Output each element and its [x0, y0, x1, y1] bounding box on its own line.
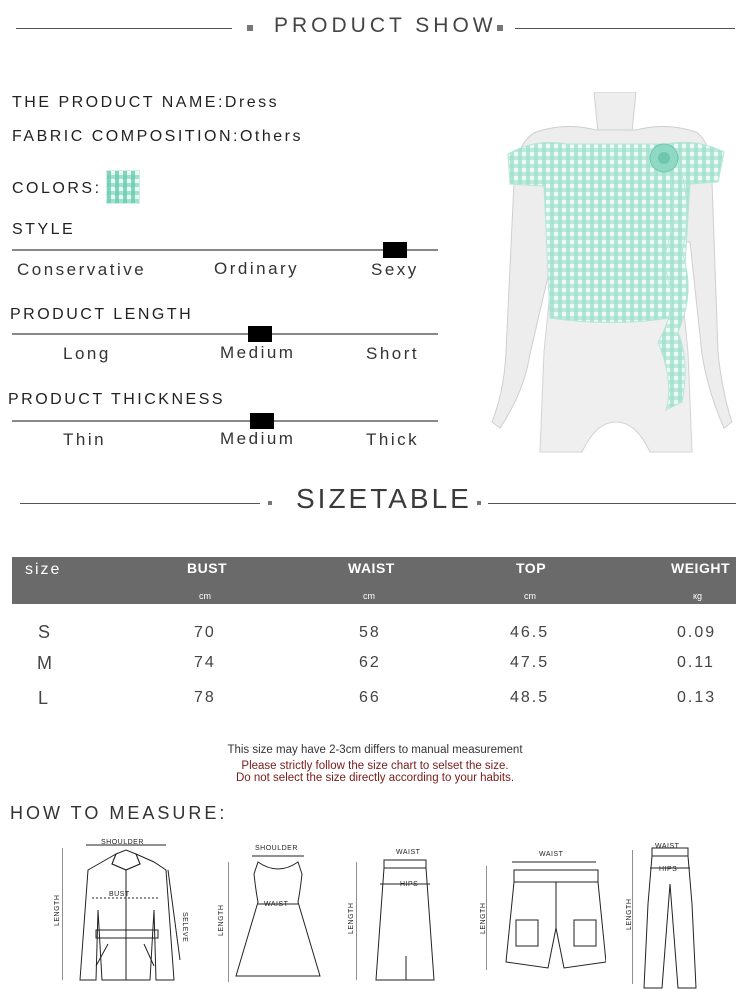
row-l-bust: 78	[194, 689, 216, 706]
dress-waist-label: WAIST	[264, 901, 289, 908]
length-title: PRODUCT LENGTH	[10, 306, 194, 323]
top-column-header: TOP	[516, 560, 547, 576]
sizetable-bullet-right	[477, 501, 481, 505]
bust-unit: cm	[199, 591, 211, 601]
row-m-waist: 62	[359, 654, 381, 671]
waist-unit: cm	[363, 591, 375, 601]
style-scale-line	[12, 249, 438, 251]
dress-diagram	[228, 852, 328, 987]
length-option-short: Short	[366, 344, 420, 363]
header-rule-right	[515, 28, 735, 29]
fabric-value: Others	[239, 128, 303, 145]
how-to-measure-title: HOW TO MEASURE:	[10, 803, 228, 823]
fabric-label: FABRIC COMPOSITION:	[12, 128, 240, 145]
row-s-top: 46.5	[510, 624, 550, 641]
shorts-waist-label: WAIST	[539, 851, 564, 858]
colors-label: COLORS:	[12, 180, 102, 197]
style-option-sexy: Sexy	[371, 260, 419, 279]
waist-column-header: WAIST	[348, 560, 395, 576]
dress-length-label: LENGTH	[218, 904, 225, 936]
jacket-length-label: LENGTH	[54, 894, 61, 926]
pants-length-label: LENGTH	[626, 898, 633, 930]
shorts-length-label: LENGTH	[480, 902, 487, 934]
skirt-length-label: LENGTH	[348, 902, 355, 934]
shorts-diagram	[486, 858, 606, 978]
weight-unit: кg	[693, 591, 702, 601]
pants-hips-label: HIPS	[659, 866, 678, 873]
row-l-size: L	[38, 688, 51, 708]
sizetable-bullet-left	[268, 501, 272, 505]
row-s-bust: 70	[194, 624, 216, 641]
style-title: STYLE	[12, 221, 76, 238]
row-s-weight: 0.09	[677, 624, 717, 641]
style-option-ordinary: Ordinary	[214, 259, 300, 278]
length-option-long: Long	[63, 344, 111, 363]
fabric-row	[12, 128, 303, 146]
sizetable-rule-right	[488, 503, 736, 504]
row-s-waist: 58	[359, 624, 381, 641]
row-l-weight: 0.13	[677, 689, 717, 706]
style-marker	[383, 242, 407, 258]
length-scale-line	[12, 333, 438, 335]
row-m-weight: 0.11	[677, 654, 715, 671]
sizetable-rule-left	[20, 503, 260, 504]
style-option-conservative: Conservative	[17, 260, 147, 279]
product-photo	[486, 92, 738, 466]
dress-shoulder-label: SHOULDER	[255, 845, 298, 852]
sizetable-title: SIZETABLE	[296, 483, 472, 514]
color-swatch[interactable]	[106, 170, 140, 204]
bust-column-header: BUST	[187, 560, 228, 576]
pants-waist-label: WAIST	[655, 843, 680, 850]
row-s-size: S	[38, 622, 53, 642]
skirt-waist-label: WAIST	[396, 849, 421, 856]
size-note-measurement: This size may have 2-3cm differs to manual measurement	[227, 744, 523, 756]
jacket-bust-label: BUST	[109, 891, 130, 898]
row-l-top: 48.5	[510, 689, 550, 706]
skirt-hips-label: HIPS	[400, 881, 419, 888]
product-name-value: Dress	[224, 94, 280, 111]
thickness-title: PRODUCT THICKNESS	[8, 391, 226, 408]
weight-column-header: WEIGHT	[671, 560, 730, 576]
header-rule-left	[16, 28, 232, 29]
product-show-title: PRODUCT SHOW	[274, 14, 497, 37]
thickness-option-medium: Medium	[220, 429, 296, 448]
skirt-diagram	[356, 856, 436, 986]
thickness-marker	[250, 413, 274, 429]
size-note-habits: Do not select the size directly according to your habits.	[235, 772, 515, 784]
jacket-sleeve-label: SELEVE	[181, 912, 188, 943]
jacket-shoulder-label: SHOULDER	[101, 839, 144, 846]
row-m-bust: 74	[194, 654, 216, 671]
header-bullet-left	[247, 25, 253, 31]
thickness-scale-line	[12, 420, 438, 422]
row-m-size: M	[37, 653, 54, 673]
product-name-row	[12, 94, 279, 112]
product-name-label: THE PRODUCT NAME:	[12, 94, 225, 111]
thickness-option-thin: Thin	[63, 430, 107, 449]
size-column-header: size	[25, 561, 62, 578]
header-bullet-right	[497, 25, 503, 31]
thickness-option-thick: Thick	[366, 430, 420, 449]
top-unit: cm	[524, 591, 536, 601]
row-l-waist: 66	[359, 689, 381, 706]
size-table-header	[12, 557, 736, 604]
length-option-medium: Medium	[220, 343, 296, 362]
size-note-follow-chart: Please strictly follow the size chart to selset the size.	[241, 760, 509, 772]
length-marker	[248, 326, 272, 342]
row-m-top: 47.5	[510, 654, 550, 671]
